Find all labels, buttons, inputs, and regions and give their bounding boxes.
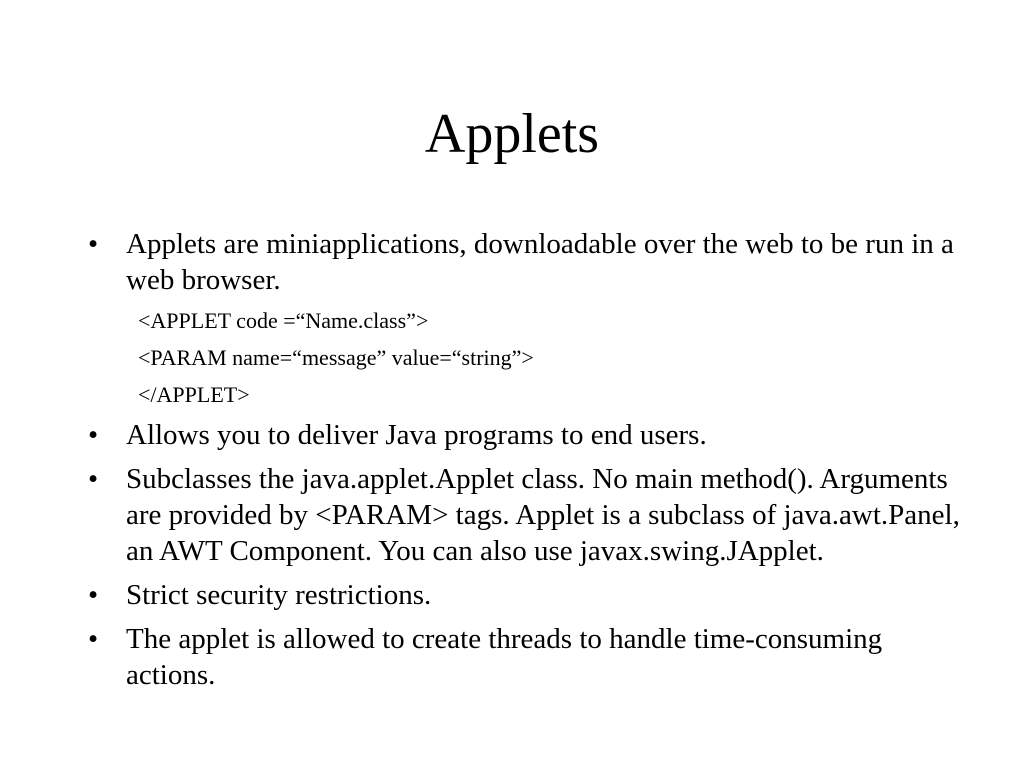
bullet-item — [80, 461, 960, 569]
bullet-text: The applet is allowed to create threads to handle time-consuming actions. — [126, 623, 883, 691]
code-line: </APPLET> — [138, 382, 250, 407]
bullet-dot: • — [88, 463, 99, 495]
bullet-dot: • — [88, 419, 99, 451]
bullet-text: Applets are miniapplications, downloadable over the web to be run in a web browser. — [126, 228, 954, 296]
bullet-dot: • — [88, 623, 99, 655]
slide-body — [80, 226, 960, 701]
code-line: <APPLET code =“Name.class”> — [138, 308, 429, 333]
bullet-item — [80, 226, 960, 298]
bullet-dot: • — [88, 579, 99, 611]
code-line: <PARAM name=“message” value=“string”> — [138, 345, 534, 370]
bullet-item — [80, 621, 960, 693]
bullet-dot: • — [88, 228, 99, 260]
bullet-item — [80, 577, 960, 613]
bullet-text: Strict security restrictions. — [126, 579, 432, 611]
slide-title: Applets — [424, 103, 600, 165]
bullet-text: Allows you to deliver Java programs to end users. — [126, 419, 707, 451]
bullet-item — [80, 417, 960, 453]
bullet-text: Subclasses the java.applet.Applet class. No main method(). Arguments are provided by <PARAM> tags. Applet is a subclass of java.awt.Panel, an AWT Component. You can also use javax.swing.JApplet. — [126, 463, 960, 567]
